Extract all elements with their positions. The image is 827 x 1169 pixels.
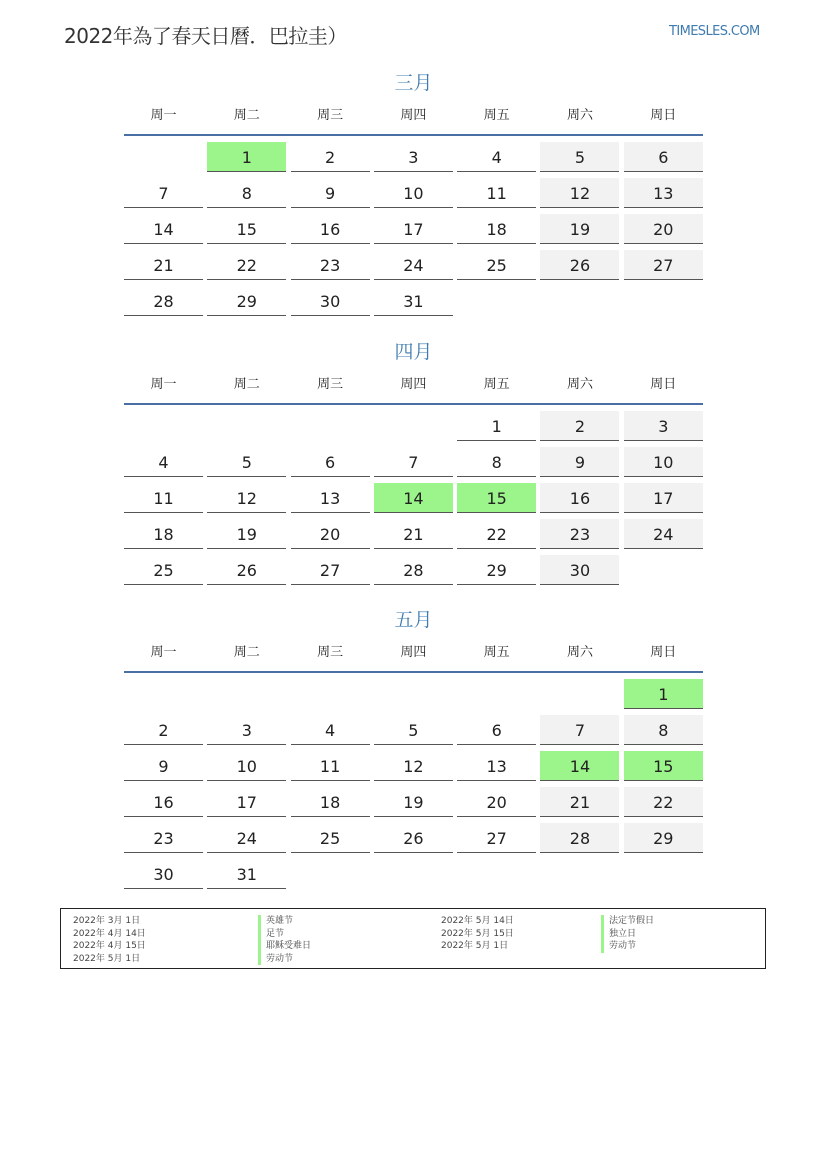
weekday-header — [124, 643, 703, 663]
day-grid — [124, 679, 703, 889]
legend-names-right — [601, 915, 654, 953]
day-cell: 13 — [291, 483, 370, 513]
weekend-day-cell: 20 — [624, 214, 703, 244]
weekend-day-cell: 27 — [624, 250, 703, 280]
header-rule — [124, 671, 703, 673]
day-grid — [124, 411, 703, 585]
weekend-day-cell: 13 — [624, 178, 703, 208]
weekend-day-cell: 2 — [540, 411, 619, 441]
day-cell: 14 — [124, 214, 203, 244]
day-cell: 9 — [124, 751, 203, 781]
day-cell: 2 — [124, 715, 203, 745]
day-cell: 25 — [124, 555, 203, 585]
day-cell: 25 — [291, 823, 370, 853]
weekend-day-cell: 29 — [624, 823, 703, 853]
day-cell: 3 — [207, 715, 286, 745]
day-cell: 10 — [374, 178, 453, 208]
day-cell: 23 — [124, 823, 203, 853]
day-cell: 6 — [457, 715, 536, 745]
day-cell: 9 — [291, 178, 370, 208]
empty-cell — [207, 679, 286, 709]
legend-holiday-name: 法定节假日 — [601, 915, 654, 928]
day-cell: 29 — [457, 555, 536, 585]
header-rule — [124, 403, 703, 405]
empty-cell — [457, 679, 536, 709]
day-cell: 26 — [207, 555, 286, 585]
weekend-day-cell: 30 — [540, 555, 619, 585]
day-cell: 20 — [291, 519, 370, 549]
weekend-day-cell: 3 — [624, 411, 703, 441]
day-cell: 18 — [291, 787, 370, 817]
day-cell: 24 — [207, 823, 286, 853]
day-cell: 15 — [207, 214, 286, 244]
weekday-label: 周日 — [650, 108, 677, 123]
day-cell: 3 — [374, 142, 453, 172]
weekend-day-cell: 21 — [540, 787, 619, 817]
empty-cell — [374, 679, 453, 709]
weekend-day-cell: 5 — [540, 142, 619, 172]
day-cell: 23 — [291, 250, 370, 280]
weekday-label: 周四 — [400, 108, 427, 123]
weekday-label: 周五 — [483, 377, 510, 392]
weekend-day-cell: 16 — [540, 483, 619, 513]
day-cell: 26 — [374, 823, 453, 853]
day-cell: 11 — [124, 483, 203, 513]
day-cell: 4 — [124, 447, 203, 477]
day-cell: 8 — [207, 178, 286, 208]
day-cell: 12 — [207, 483, 286, 513]
weekend-day-cell: 22 — [624, 787, 703, 817]
holiday-day-cell: 14 — [374, 483, 453, 513]
weekday-label: 周三 — [317, 377, 344, 392]
day-cell: 24 — [374, 250, 453, 280]
day-cell: 28 — [374, 555, 453, 585]
weekday-label: 周一 — [150, 645, 177, 660]
legend-holiday-name: 英雄节 — [258, 915, 311, 928]
weekday-label: 周五 — [483, 108, 510, 123]
empty-cell — [207, 411, 286, 441]
weekday-label: 周日 — [650, 377, 677, 392]
day-cell: 17 — [207, 787, 286, 817]
day-cell: 18 — [124, 519, 203, 549]
legend-dates-left — [73, 915, 146, 965]
weekday-header — [124, 106, 703, 126]
weekday-label: 周六 — [566, 377, 593, 392]
month-may — [124, 605, 703, 889]
day-cell: 17 — [374, 214, 453, 244]
legend-holiday-name: 足节 — [258, 928, 311, 941]
empty-cell — [291, 679, 370, 709]
day-cell: 5 — [207, 447, 286, 477]
day-cell: 31 — [207, 859, 286, 889]
weekday-label: 周二 — [233, 645, 260, 660]
empty-cell — [124, 679, 203, 709]
page-title: 2022年為了春天日曆．巴拉圭） — [64, 24, 347, 48]
day-cell: 4 — [291, 715, 370, 745]
day-cell: 25 — [457, 250, 536, 280]
month-april — [124, 337, 703, 585]
weekend-day-cell: 12 — [540, 178, 619, 208]
weekday-label: 周三 — [317, 108, 344, 123]
weekday-header — [124, 375, 703, 395]
weekend-day-cell: 26 — [540, 250, 619, 280]
day-cell: 29 — [207, 286, 286, 316]
day-cell: 7 — [124, 178, 203, 208]
weekend-day-cell: 8 — [624, 715, 703, 745]
weekday-label: 周一 — [150, 377, 177, 392]
day-cell: 21 — [124, 250, 203, 280]
legend-holiday-name: 独立日 — [601, 928, 654, 941]
weekend-day-cell: 24 — [624, 519, 703, 549]
month-march — [124, 68, 703, 316]
weekend-day-cell: 6 — [624, 142, 703, 172]
day-cell: 11 — [291, 751, 370, 781]
weekend-day-cell: 23 — [540, 519, 619, 549]
holiday-day-cell: 15 — [624, 751, 703, 781]
weekend-day-cell: 28 — [540, 823, 619, 853]
day-cell: 21 — [374, 519, 453, 549]
holiday-day-cell: 1 — [624, 679, 703, 709]
empty-cell — [374, 411, 453, 441]
weekday-label: 周四 — [400, 645, 427, 660]
legend-date: 2022年 5月 1日 — [73, 953, 141, 964]
legend-date: 2022年 3月 1日 — [73, 916, 141, 926]
day-cell: 8 — [457, 447, 536, 477]
day-cell: 22 — [207, 250, 286, 280]
weekday-label: 周五 — [483, 645, 510, 660]
empty-cell — [124, 411, 203, 441]
day-cell: 6 — [291, 447, 370, 477]
weekday-label: 周六 — [566, 108, 593, 123]
holiday-legend — [60, 908, 766, 969]
day-cell: 12 — [374, 751, 453, 781]
legend-holiday-name: 劳动节 — [601, 940, 654, 953]
day-cell: 16 — [291, 214, 370, 244]
month-title: 五月 — [394, 609, 433, 631]
day-cell: 27 — [457, 823, 536, 853]
day-cell: 31 — [374, 286, 453, 316]
weekday-label: 周日 — [650, 645, 677, 660]
day-cell: 30 — [291, 286, 370, 316]
legend-date: 2022年 5月 1日 — [441, 941, 509, 951]
month-title: 三月 — [394, 72, 433, 94]
holiday-day-cell: 15 — [457, 483, 536, 513]
empty-cell — [291, 411, 370, 441]
day-cell: 18 — [457, 214, 536, 244]
empty-cell — [124, 142, 203, 172]
month-title: 四月 — [394, 341, 433, 363]
holiday-day-cell: 1 — [207, 142, 286, 172]
day-cell: 19 — [207, 519, 286, 549]
header-rule — [124, 134, 703, 136]
weekday-label: 周二 — [233, 108, 260, 123]
day-cell: 30 — [124, 859, 203, 889]
weekend-day-cell: 7 — [540, 715, 619, 745]
legend-date: 2022年 4月 14日 — [73, 928, 146, 939]
weekend-day-cell: 9 — [540, 447, 619, 477]
legend-holiday-name: 劳动节 — [258, 953, 311, 966]
day-cell: 5 — [374, 715, 453, 745]
site-name[interactable]: TIMESLES.COM — [669, 24, 760, 39]
day-cell: 27 — [291, 555, 370, 585]
day-cell: 19 — [374, 787, 453, 817]
legend-date: 2022年 5月 14日 — [441, 916, 514, 926]
day-cell: 22 — [457, 519, 536, 549]
legend-names-left — [258, 915, 311, 965]
day-cell: 10 — [207, 751, 286, 781]
day-cell: 28 — [124, 286, 203, 316]
weekday-label: 周四 — [400, 377, 427, 392]
weekend-day-cell: 19 — [540, 214, 619, 244]
day-cell: 2 — [291, 142, 370, 172]
legend-holiday-name: 耶稣受难日 — [258, 940, 311, 953]
weekend-day-cell: 17 — [624, 483, 703, 513]
day-cell: 13 — [457, 751, 536, 781]
weekday-label: 周三 — [317, 645, 344, 660]
weekday-label: 周六 — [566, 645, 593, 660]
weekday-label: 周一 — [150, 108, 177, 123]
weekend-day-cell: 10 — [624, 447, 703, 477]
day-grid — [124, 142, 703, 316]
day-cell: 20 — [457, 787, 536, 817]
day-cell: 11 — [457, 178, 536, 208]
weekday-label: 周二 — [233, 377, 260, 392]
holiday-day-cell: 14 — [540, 751, 619, 781]
legend-date: 2022年 5月 15日 — [441, 928, 514, 939]
day-cell: 16 — [124, 787, 203, 817]
day-cell: 1 — [457, 411, 536, 441]
legend-date: 2022年 4月 15日 — [73, 941, 146, 951]
legend-dates-right — [441, 915, 514, 953]
day-cell: 7 — [374, 447, 453, 477]
day-cell: 4 — [457, 142, 536, 172]
empty-cell — [540, 679, 619, 709]
